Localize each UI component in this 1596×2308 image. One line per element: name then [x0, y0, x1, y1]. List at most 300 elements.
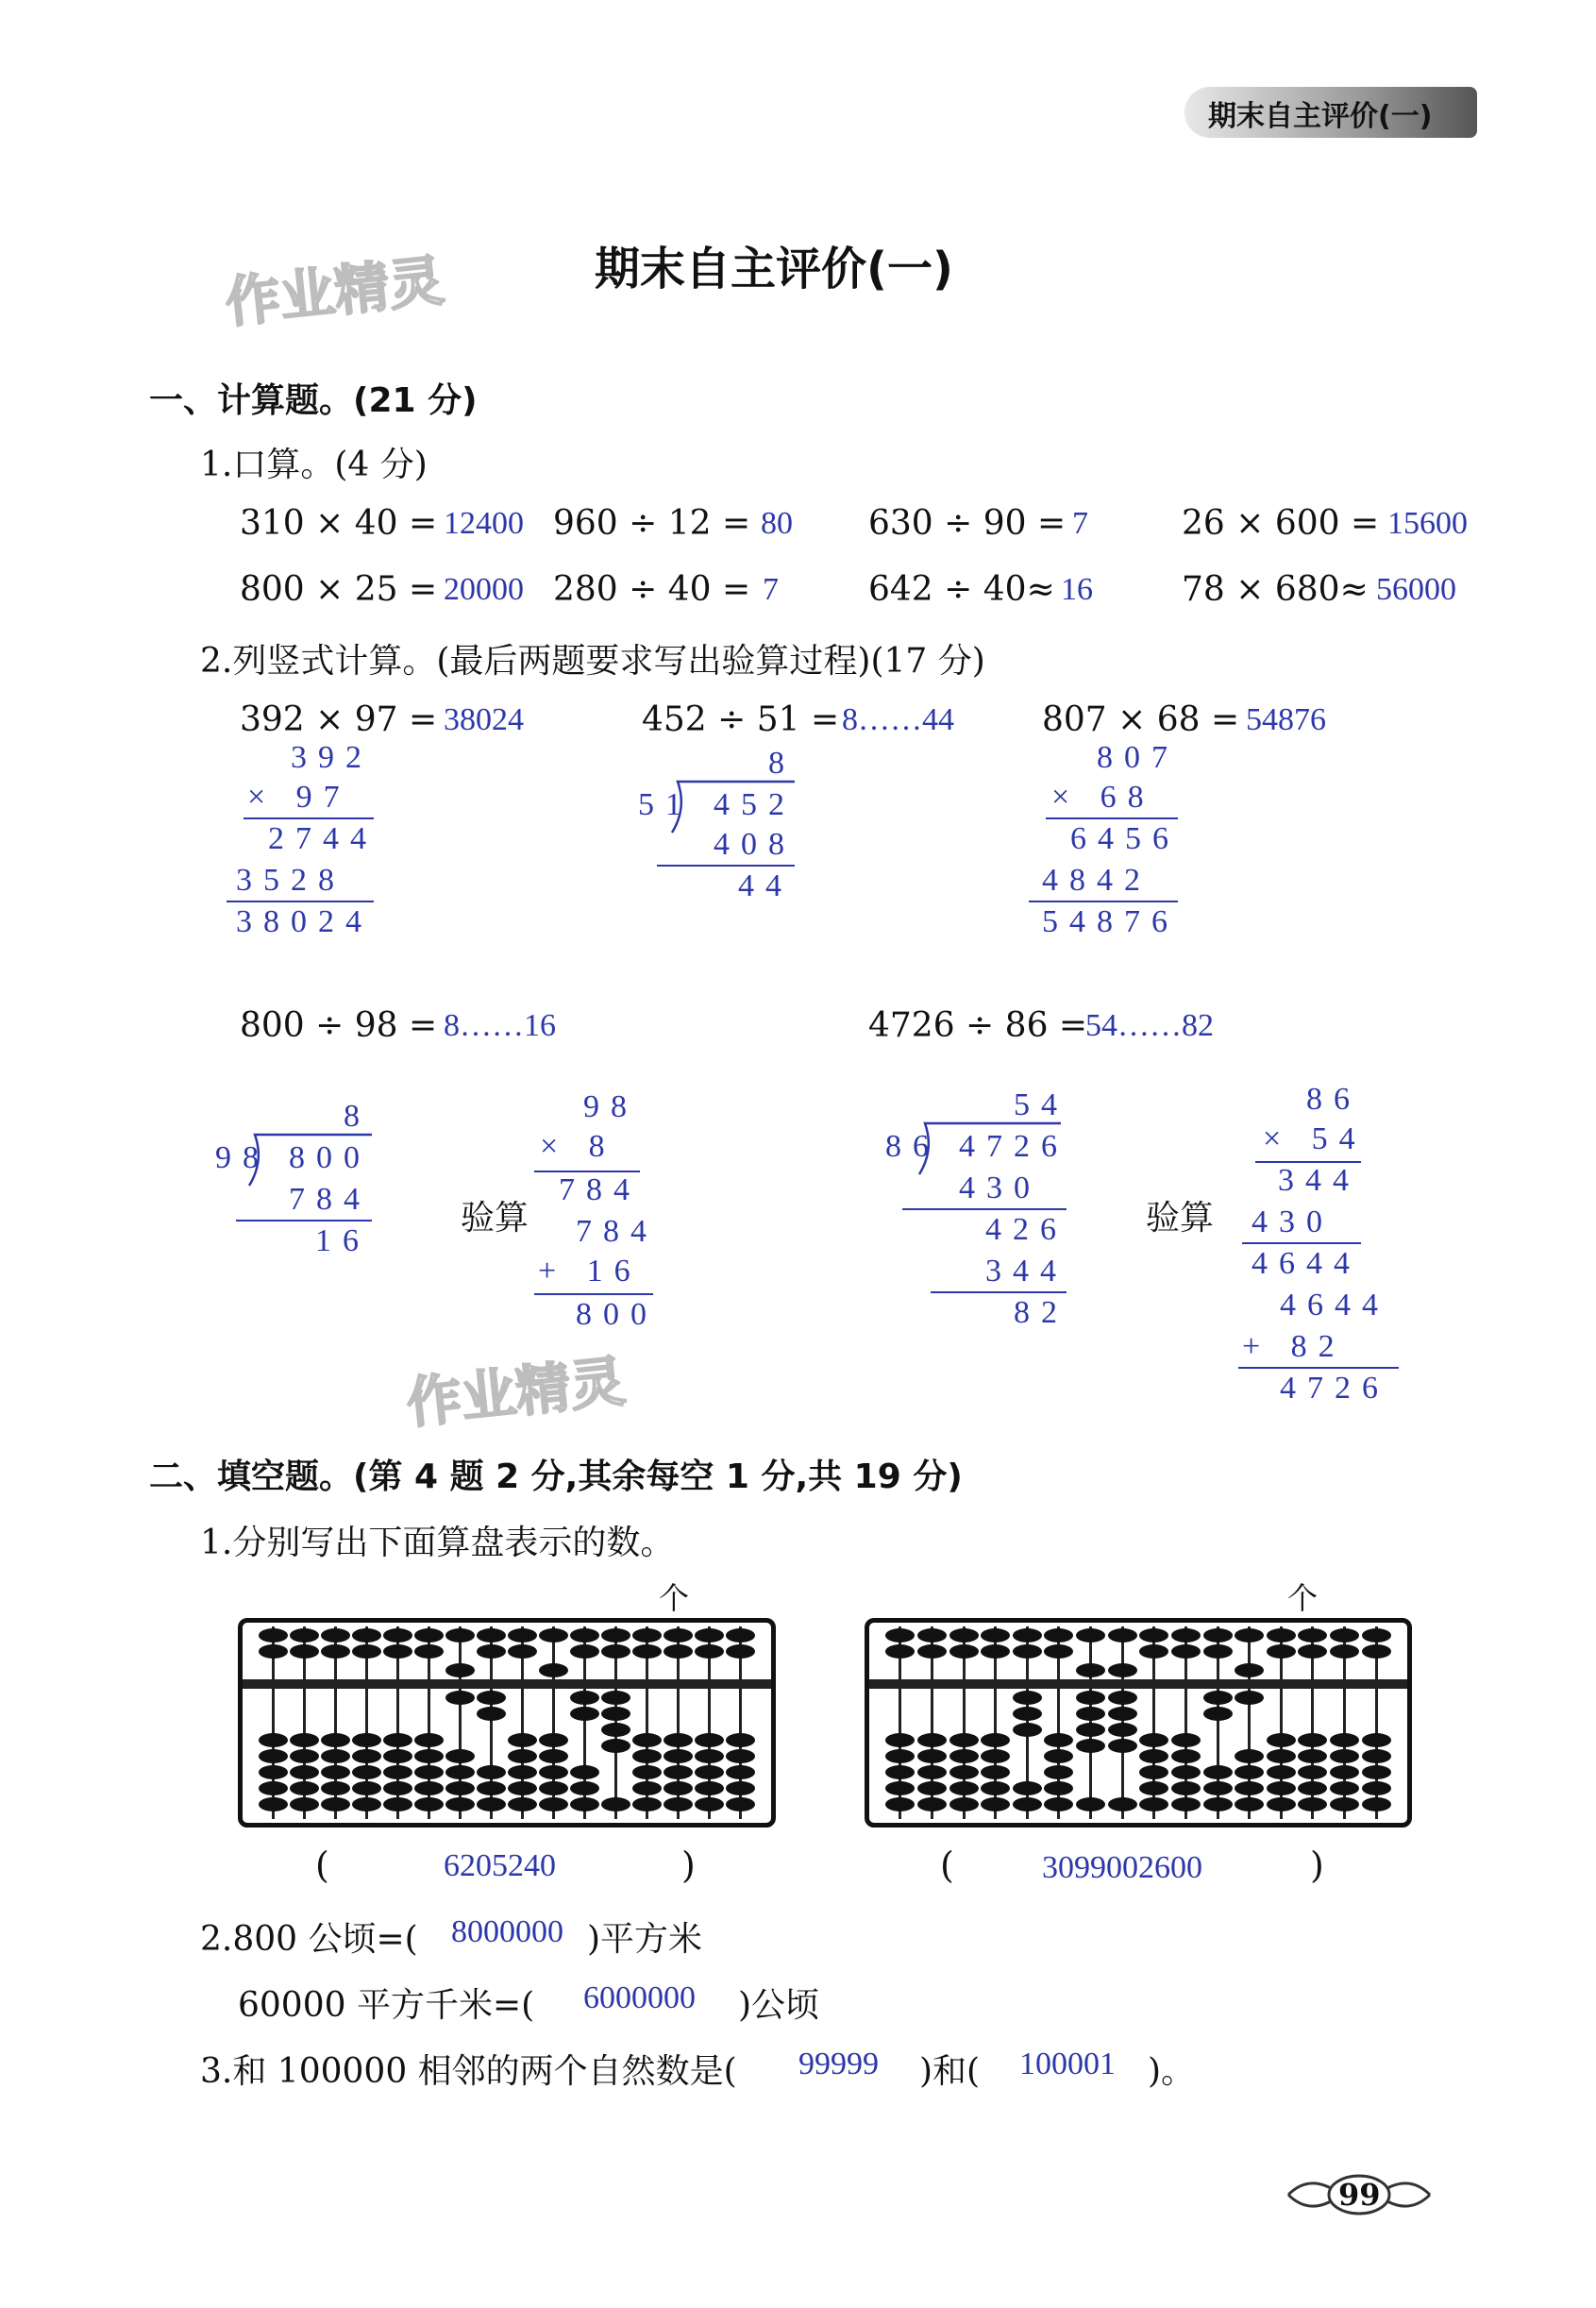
work-rule [236, 1220, 372, 1221]
work-rule [1046, 817, 1178, 819]
abacus-bead [726, 1797, 754, 1811]
abacus-bead [1076, 1739, 1105, 1753]
oral-expr: 78 × 680≈ [1182, 570, 1369, 609]
vertical-expr: 4726 ÷ 86 = [868, 1006, 1088, 1045]
work-line: 408 [714, 827, 796, 862]
check-line: 800 [576, 1297, 658, 1332]
abacus-bead [632, 1628, 661, 1643]
abacus-bead [917, 1644, 947, 1659]
abacus-bead [885, 1749, 915, 1763]
abacus-bead [570, 1691, 598, 1705]
abacus-beam [869, 1679, 1407, 1689]
abacus-bead [1044, 1644, 1073, 1659]
page-title: 期末自主评价(一) [595, 243, 953, 295]
abacus1-answer: 6205240 [444, 1848, 556, 1883]
vertical-answer: 54……82 [1085, 1008, 1214, 1043]
abacus-bead [321, 1781, 349, 1795]
vertical-expr: 452 ÷ 51 = [642, 700, 840, 739]
check-label: 验算 [1146, 1199, 1215, 1238]
abacus-bead [601, 1797, 630, 1811]
abacus-bead [383, 1628, 412, 1643]
divisor: 51 [638, 787, 693, 822]
abacus-bead [917, 1781, 947, 1795]
abacus-bead [414, 1644, 443, 1659]
abacus-bead [601, 1723, 630, 1737]
paren-open: ( [940, 1845, 954, 1886]
s2-q3-post: )。 [1148, 2052, 1196, 2091]
abacus-bead [352, 1797, 380, 1811]
vertical-answer: 54876 [1246, 702, 1326, 737]
abacus-bead [726, 1644, 754, 1659]
abacus-bead [1076, 1691, 1105, 1705]
abacus-bead [290, 1628, 318, 1643]
abacus-bead [1203, 1691, 1233, 1705]
oral-expr: 800 × 25 = [240, 570, 438, 609]
work-line: 426 [985, 1212, 1067, 1247]
abacus-bead [1362, 1765, 1391, 1779]
work-line: 3528 [236, 863, 345, 898]
abacus-bead [664, 1733, 692, 1747]
work-line: 2744 [268, 821, 378, 856]
abacus-bead [632, 1749, 661, 1763]
abacus-bead [383, 1749, 412, 1763]
vertical-answer: 8……16 [444, 1008, 556, 1043]
abacus-bead [601, 1707, 630, 1721]
abacus-bead [290, 1749, 318, 1763]
oral-answer: 12400 [444, 506, 524, 541]
abacus-bead [290, 1797, 318, 1811]
abacus-bead [1171, 1765, 1201, 1779]
abacus-bead [1044, 1628, 1073, 1643]
abacus-bead [290, 1765, 318, 1779]
abacus-bead [1330, 1628, 1359, 1643]
s2-q3-mid: )和( [919, 2052, 981, 2091]
abacus-bead [1108, 1739, 1137, 1753]
abacus-bead [259, 1628, 287, 1643]
abacus-bead [632, 1644, 661, 1659]
work-line: 38024 [236, 904, 373, 939]
abacus-bead [352, 1733, 380, 1747]
abacus-bead [1267, 1644, 1296, 1659]
abacus-bead [321, 1644, 349, 1659]
check-line: 86 [1306, 1082, 1361, 1117]
abacus-bead [1330, 1797, 1359, 1811]
abacus-bead [1267, 1749, 1296, 1763]
divisor: 86 [885, 1129, 940, 1164]
oral-expr: 26 × 600 = [1182, 504, 1380, 543]
abacus-bead [664, 1797, 692, 1811]
work-line: 392 [291, 740, 373, 775]
abacus-bead [632, 1733, 661, 1747]
abacus-bead [1044, 1765, 1073, 1779]
abacus-bead [1171, 1749, 1201, 1763]
abacus-bead [1267, 1797, 1296, 1811]
abacus-bead [321, 1765, 349, 1779]
abacus-bead [1298, 1781, 1327, 1795]
quotient: 54 [1014, 1087, 1068, 1122]
abacus-bead [1298, 1797, 1327, 1811]
abacus-bead [981, 1765, 1010, 1779]
abacus-bead [1139, 1749, 1168, 1763]
abacus-bead [1203, 1644, 1233, 1659]
dividend: 452 [714, 787, 796, 822]
abacus-bead [539, 1797, 567, 1811]
s2-q3-answer1: 99999 [798, 2047, 879, 2081]
abacus-bead [352, 1765, 380, 1779]
abacus-bead [414, 1781, 443, 1795]
abacus-bead [1298, 1765, 1327, 1779]
abacus-bead [981, 1781, 1010, 1795]
abacus-bead [1267, 1781, 1296, 1795]
oral-expr: 310 × 40 = [240, 504, 438, 543]
abacus-bead [414, 1733, 443, 1747]
abacus-bead [664, 1781, 692, 1795]
abacus-bead [1235, 1663, 1264, 1677]
abacus-bead [726, 1765, 754, 1779]
abacus-bead [414, 1749, 443, 1763]
abacus-bead [981, 1749, 1010, 1763]
abacus-bead [885, 1765, 915, 1779]
check-line: 344 [1278, 1163, 1360, 1198]
section2-heading: 二、填空题。(第 4 题 2 分,其余每空 1 分,共 19 分) [149, 1457, 963, 1496]
abacus-bead [1171, 1733, 1201, 1747]
abacus-bead [383, 1781, 412, 1795]
work-line: 6456 [1070, 821, 1180, 856]
abacus-right [865, 1618, 1412, 1828]
abacus2-answer: 3099002600 [1042, 1850, 1202, 1885]
abacus-bead [1298, 1749, 1327, 1763]
work-rule [931, 1291, 1067, 1293]
work-line: 430 [959, 1171, 1041, 1205]
abacus-bead [632, 1765, 661, 1779]
abacus-bead [1330, 1781, 1359, 1795]
abacus-bead [949, 1797, 979, 1811]
abacus-bead [570, 1765, 598, 1779]
abacus-bead [1330, 1733, 1359, 1747]
remainder: 82 [1014, 1295, 1068, 1330]
abacus-bead [664, 1749, 692, 1763]
abacus-bead [1139, 1644, 1168, 1659]
check-line: × 54 [1263, 1121, 1367, 1156]
abacus-bead [981, 1797, 1010, 1811]
abacus-bead [601, 1691, 630, 1705]
abacus-bead [508, 1628, 536, 1643]
abacus-bead [445, 1628, 474, 1643]
abacus-bead [1044, 1797, 1073, 1811]
quotient: 8 [768, 746, 784, 781]
abacus-bead [321, 1733, 349, 1747]
abacus-bead [1171, 1797, 1201, 1811]
abacus-bead [570, 1781, 598, 1795]
abacus-bead [1013, 1781, 1042, 1795]
abacus-bead [601, 1739, 630, 1753]
abacus-bead [445, 1663, 474, 1677]
remainder: 44 [738, 868, 793, 903]
dividend: 4726 [959, 1129, 1068, 1164]
abacus-bead [445, 1781, 474, 1795]
abacus-bead [321, 1797, 349, 1811]
unit-mark: 个 [1287, 1580, 1319, 1616]
abacus-bead [1171, 1628, 1201, 1643]
check-line: 4644 [1252, 1246, 1361, 1281]
abacus-bead [259, 1765, 287, 1779]
abacus-bead [1013, 1797, 1042, 1811]
abacus-bead [352, 1781, 380, 1795]
abacus-bead [917, 1765, 947, 1779]
abacus-bead [508, 1781, 536, 1795]
abacus-bead [949, 1644, 979, 1659]
abacus-bead [508, 1749, 536, 1763]
abacus-bead [477, 1781, 505, 1795]
abacus-bead [632, 1781, 661, 1795]
check-line: + 16 [538, 1254, 642, 1289]
abacus-bead [1298, 1733, 1327, 1747]
abacus-bead [1267, 1733, 1296, 1747]
vertical-answer: 38024 [444, 702, 524, 737]
abacus-bead [1139, 1781, 1168, 1795]
abacus-bead [1108, 1663, 1137, 1677]
oral-expr: 642 ÷ 40≈ [868, 570, 1055, 609]
abacus-bead [664, 1644, 692, 1659]
abacus-bead [695, 1733, 723, 1747]
q2-label: 2.列竖式计算。(最后两题要求写出验算过程)(17 分) [200, 642, 985, 681]
abacus-bead [477, 1628, 505, 1643]
abacus-bead [477, 1691, 505, 1705]
abacus-bead [601, 1644, 630, 1659]
abacus-bead [414, 1797, 443, 1811]
abacus-bead [1044, 1749, 1073, 1763]
oral-answer: 80 [761, 506, 793, 541]
abacus-bead [726, 1733, 754, 1747]
abacus-beam [243, 1679, 771, 1689]
abacus-bead [949, 1781, 979, 1795]
abacus-bead [632, 1797, 661, 1811]
divisor: 98 [215, 1140, 270, 1175]
abacus-bead [1330, 1765, 1359, 1779]
remainder: 16 [315, 1223, 370, 1258]
abacus-bead [1362, 1797, 1391, 1811]
abacus-bead [1362, 1749, 1391, 1763]
abacus-bead [445, 1765, 474, 1779]
s2-q2-line2-answer: 6000000 [583, 1980, 696, 2015]
abacus-bead [1139, 1797, 1168, 1811]
check-line: 784 [576, 1214, 658, 1249]
page-number: 99 [1338, 2177, 1381, 2213]
dividend: 800 [289, 1140, 371, 1175]
abacus-bead [1139, 1628, 1168, 1643]
abacus-bead [726, 1628, 754, 1643]
abacus-bead [383, 1797, 412, 1811]
abacus-bead [1044, 1781, 1073, 1795]
oral-answer: 7 [1072, 506, 1088, 541]
abacus-bead [1108, 1707, 1137, 1721]
abacus-bead [885, 1628, 915, 1643]
abacus-bead [321, 1628, 349, 1643]
abacus-bead [1235, 1749, 1264, 1763]
work-line: 344 [985, 1254, 1067, 1289]
abacus-bead [601, 1628, 630, 1643]
abacus-bead [1362, 1644, 1391, 1659]
abacus-bead [664, 1765, 692, 1779]
work-line: × 68 [1051, 780, 1155, 815]
abacus-bead [1203, 1797, 1233, 1811]
abacus-bead [1013, 1707, 1042, 1721]
abacus-bead [695, 1628, 723, 1643]
abacus-bead [1203, 1765, 1233, 1779]
abacus-bead [1108, 1797, 1137, 1811]
abacus-bead [1139, 1765, 1168, 1779]
s2-q2-line1-post: )平方米 [587, 1920, 703, 1959]
abacus-bead [981, 1644, 1010, 1659]
work-rule [227, 901, 374, 902]
check-label: 验算 [461, 1199, 529, 1238]
unit-mark: 个 [659, 1580, 690, 1616]
abacus-bead [949, 1733, 979, 1747]
s2-q2-line1-pre: 2.800 公顷=( [200, 1920, 418, 1959]
abacus-bead [1235, 1781, 1264, 1795]
oral-answer: 20000 [444, 572, 524, 607]
abacus-bead [1298, 1628, 1327, 1643]
abacus-bead [885, 1733, 915, 1747]
oral-answer: 15600 [1387, 506, 1468, 541]
oral-answer: 7 [763, 572, 779, 607]
abacus-bead [259, 1749, 287, 1763]
abacus-bead [508, 1765, 536, 1779]
abacus-bead [949, 1628, 979, 1643]
abacus-bead [539, 1765, 567, 1779]
abacus-bead [1235, 1628, 1264, 1643]
abacus-bead [726, 1749, 754, 1763]
abacus-bead [445, 1691, 474, 1705]
abacus-bead [1108, 1723, 1137, 1737]
abacus-bead [695, 1749, 723, 1763]
abacus-bead [1298, 1644, 1327, 1659]
oral-answer: 56000 [1376, 572, 1456, 607]
vertical-expr: 800 ÷ 98 = [240, 1006, 438, 1045]
abacus-bead [1203, 1628, 1233, 1643]
abacus-bead [508, 1797, 536, 1811]
abacus-bead [1108, 1628, 1137, 1643]
check-line: + 82 [1242, 1329, 1346, 1364]
abacus-bead [1267, 1628, 1296, 1643]
s2-q2-line1-answer: 8000000 [451, 1914, 563, 1949]
abacus-bead [539, 1663, 567, 1677]
paren-open: ( [315, 1845, 329, 1886]
abacus-bead [539, 1781, 567, 1795]
abacus-bead [1139, 1733, 1168, 1747]
abacus-bead [508, 1733, 536, 1747]
work-line: 4842 [1042, 863, 1151, 898]
abacus-bead [981, 1628, 1010, 1643]
abacus-bead [1171, 1644, 1201, 1659]
abacus-bead [1108, 1691, 1137, 1705]
work-rule [244, 817, 374, 819]
abacus-bead [352, 1644, 380, 1659]
paren-close: ) [681, 1845, 696, 1886]
abacus-bead [1330, 1749, 1359, 1763]
abacus-bead [570, 1644, 598, 1659]
oral-expr: 280 ÷ 40 = [553, 570, 751, 609]
abacus-bead [383, 1765, 412, 1779]
abacus-bead [1267, 1765, 1296, 1779]
check-line: 784 [559, 1172, 641, 1207]
abacus-bead [726, 1781, 754, 1795]
work-rule [657, 865, 795, 867]
abacus-bead [352, 1628, 380, 1643]
abacus-bead [1362, 1781, 1391, 1795]
abacus-bead [290, 1781, 318, 1795]
abacus-bead [695, 1781, 723, 1795]
abacus-bead [1013, 1644, 1042, 1659]
abacus-bead [1076, 1628, 1105, 1643]
abacus-bead [570, 1797, 598, 1811]
abacus-bead [1076, 1707, 1105, 1721]
abacus-bead [570, 1707, 598, 1721]
check-line: × 8 [540, 1129, 616, 1164]
watermark: 作业精灵 [222, 248, 447, 335]
abacus-bead [917, 1628, 947, 1643]
abacus-bead [949, 1749, 979, 1763]
check-line: 430 [1252, 1205, 1334, 1239]
abacus-bead [290, 1644, 318, 1659]
check-line: 4644 [1280, 1288, 1389, 1322]
abacus-bead [477, 1707, 505, 1721]
abacus-bead [1076, 1663, 1105, 1677]
abacus-bead [885, 1781, 915, 1795]
abacus-bead [259, 1797, 287, 1811]
work-rule [1238, 1367, 1399, 1369]
section1-heading: 一、计算题。(21 分) [149, 381, 478, 420]
abacus-bead [321, 1749, 349, 1763]
vertical-answer: 8……44 [842, 702, 954, 737]
abacus-bead [981, 1733, 1010, 1747]
abacus-bead [383, 1733, 412, 1747]
abacus-bead [477, 1797, 505, 1811]
watermark: 作业精灵 [403, 1349, 629, 1436]
abacus-bead [1013, 1691, 1042, 1705]
abacus-bead [1076, 1797, 1105, 1811]
abacus-bead [1203, 1781, 1233, 1795]
s2-q2-line2-pre: 60000 平方千米=( [238, 1986, 535, 2025]
abacus-bead [1171, 1781, 1201, 1795]
abacus-bead [1235, 1691, 1264, 1705]
s2-q2-line2-post: )公顷 [738, 1986, 820, 2025]
abacus-bead [259, 1733, 287, 1747]
vertical-expr: 807 × 68 = [1042, 700, 1240, 739]
abacus-bead [352, 1749, 380, 1763]
work-line: 807 [1097, 740, 1179, 775]
abacus-bead [664, 1628, 692, 1643]
abacus-bead [539, 1733, 567, 1747]
abacus-bead [949, 1765, 979, 1779]
work-line: 784 [289, 1182, 371, 1217]
abacus-bead [290, 1733, 318, 1747]
check-line: 98 [583, 1089, 638, 1124]
abacus-bead [917, 1733, 947, 1747]
abacus-bead [477, 1765, 505, 1779]
abacus-bead [695, 1765, 723, 1779]
abacus-bead [1362, 1628, 1391, 1643]
abacus-bead [414, 1765, 443, 1779]
abacus-bead [1076, 1723, 1105, 1737]
header-banner: 期末自主评价(一) [1208, 100, 1433, 133]
abacus-bead [383, 1644, 412, 1659]
quotient: 8 [344, 1099, 360, 1134]
work-rule [1242, 1242, 1361, 1244]
work-line: 54876 [1042, 904, 1179, 939]
work-rule [1029, 901, 1178, 902]
abacus-bead [414, 1628, 443, 1643]
